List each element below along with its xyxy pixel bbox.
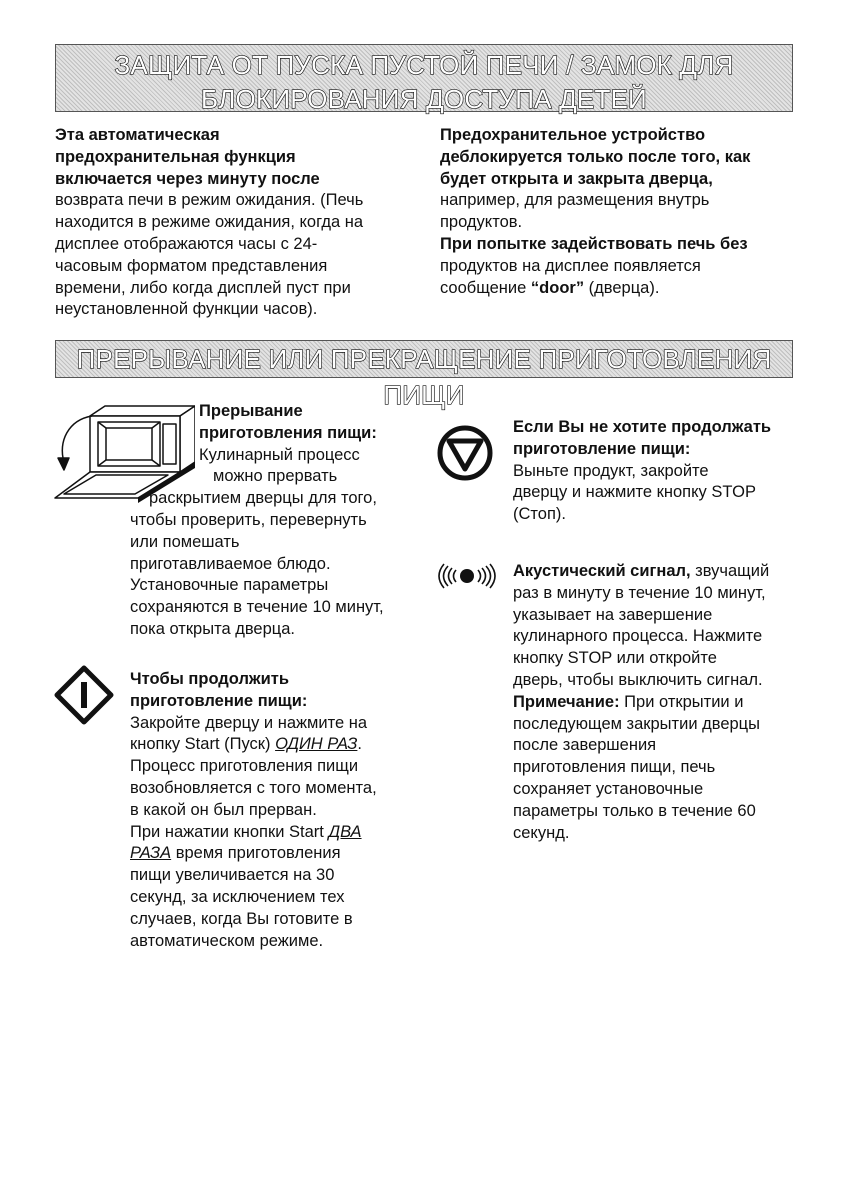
text-line: после завершения — [513, 736, 657, 755]
start-twice-line-2: РАЗА время приготовления — [130, 844, 341, 863]
interrupt-cooking-block — [130, 401, 420, 641]
text-line: раз в минуту в течение 10 минут, — [513, 583, 766, 602]
text-line: параметры только в течение 60 — [513, 801, 756, 820]
door-message: “door” — [530, 278, 585, 297]
section-header-empty-oven-protection — [55, 44, 793, 112]
note-label: Примечание: — [513, 692, 620, 711]
empty-oven-left-column — [55, 125, 425, 321]
text-line: возобновляется с того момента, — [130, 778, 377, 797]
text-line: приготавливаемое блюдо. — [130, 554, 331, 573]
text-line: (Стоп). — [513, 505, 566, 524]
sound-signal-icon — [436, 562, 498, 590]
text-line: кулинарного процесса. Нажмите — [513, 627, 763, 646]
bold-line: Предохранительное устройство — [440, 126, 706, 144]
bold-line: Прерывание — [199, 402, 303, 420]
text-line: Выньте продукт, закройте — [513, 461, 709, 480]
door-message-line: сообщение “door” (дверца). — [440, 278, 660, 297]
signal-title: Акустический сигнал, — [513, 562, 691, 580]
bold-line: деблокируется только после того, как — [440, 147, 751, 166]
bold-line: Чтобы продолжить — [130, 670, 289, 688]
text-line: последующем закрытии дверцы — [513, 714, 760, 733]
note-line: Примечание: При открытии и — [513, 692, 744, 711]
start-twice-emphasis: ДВА — [328, 822, 362, 841]
text-line: дверь, чтобы выключить сигнал. — [513, 670, 763, 689]
text-line: Установочные параметры — [130, 576, 329, 595]
start-diamond-icon — [54, 665, 114, 725]
text-line: секунд, за исключением тех — [130, 887, 345, 906]
text-line: в какой он был прерван. — [130, 800, 317, 819]
text-line: возврата печи в режим ожидания. (Печь — [55, 191, 364, 210]
bold-line: приготовление пищи: — [513, 439, 691, 458]
text-line: дверцу и нажмите кнопку STOP — [513, 483, 756, 502]
section-header-interrupt-cooking — [55, 340, 793, 410]
text-line: пока открыта дверца. — [130, 619, 295, 638]
signal-first-line: Акустический сигнал, звучащий — [513, 562, 770, 580]
start-twice-line: При нажатии кнопки Start ДВА — [130, 822, 362, 841]
text-line: приготовления пищи, печь — [513, 758, 716, 777]
text-line: Закройте дверцу и нажмите на — [130, 713, 368, 732]
empty-oven-right-column — [440, 125, 800, 299]
text-line: времени, либо когда дисплей пуст при — [55, 278, 351, 297]
text-line: например, для размещения внутрь — [440, 191, 710, 210]
section-title-line-1: ЗАЩИТА ОТ ПУСКА ПУСТОЙ ПЕЧИ / ЗАМОК ДЛЯ — [114, 50, 734, 80]
acoustic-signal-block — [513, 561, 813, 844]
text-line: можно прервать — [213, 467, 338, 486]
bold-line: предохранительная функция — [55, 147, 296, 166]
section-title: ПРЕРЫВАНИЕ ИЛИ ПРЕКРАЩЕНИЕ ПРИГОТОВЛЕНИЯ ПИЩИ — [76, 344, 772, 410]
text-line: случаев, когда Вы готовите в — [130, 909, 353, 928]
start-once-emphasis: ОДИН РАЗ — [275, 735, 358, 754]
bold-line: Если Вы не хотите продолжать — [513, 418, 772, 436]
section-title-line-2: БЛОКИРОВАНИЯ ДОСТУПА ДЕТЕЙ — [201, 84, 647, 114]
text-line: неустановленной функции часов). — [55, 300, 318, 319]
continue-cooking-block — [130, 669, 420, 952]
text-line: часовым форматом представления — [55, 256, 328, 275]
text-line: указывает на завершение — [513, 605, 713, 624]
bold-line: будет открыта и закрыта дверца, — [440, 169, 713, 188]
bold-line: При попытке задействовать печь без — [440, 234, 748, 253]
text-line: или помешать — [130, 532, 240, 551]
text-line: Кулинарный процесс — [199, 445, 360, 464]
bold-line: приготовление пищи: — [130, 691, 308, 710]
bold-line: приготовления пищи: — [199, 423, 377, 442]
text-line: чтобы проверить, перевернуть — [130, 510, 367, 529]
bold-line: включается через минуту после — [55, 169, 320, 188]
text-line: дисплее отображаются часы с 24- — [55, 234, 318, 253]
text-line: раскрытием дверцы для того, — [149, 489, 377, 508]
stop-cooking-block — [513, 417, 813, 526]
text-line: находится в режиме ожидания, когда на — [55, 213, 364, 232]
text-line: пищи увеличивается на 30 — [130, 866, 335, 885]
text-line: Процесс приготовления пищи — [130, 757, 359, 776]
text-line: автоматическом режиме. — [130, 931, 324, 950]
bold-line: Эта автоматическая — [55, 126, 220, 144]
text-line: продуктов на дисплее появляется — [440, 256, 701, 275]
text-line: продуктов. — [440, 213, 523, 232]
stop-icon — [436, 424, 494, 482]
text-line: секунд. — [513, 823, 570, 842]
text-line: кнопку STOP или откройте — [513, 649, 717, 668]
start-once-line: кнопку Start (Пуск) ОДИН РАЗ. — [130, 735, 362, 754]
text-line: сохраняет установочные — [513, 779, 704, 798]
text-line: сохраняются в течение 10 минут, — [130, 598, 384, 617]
